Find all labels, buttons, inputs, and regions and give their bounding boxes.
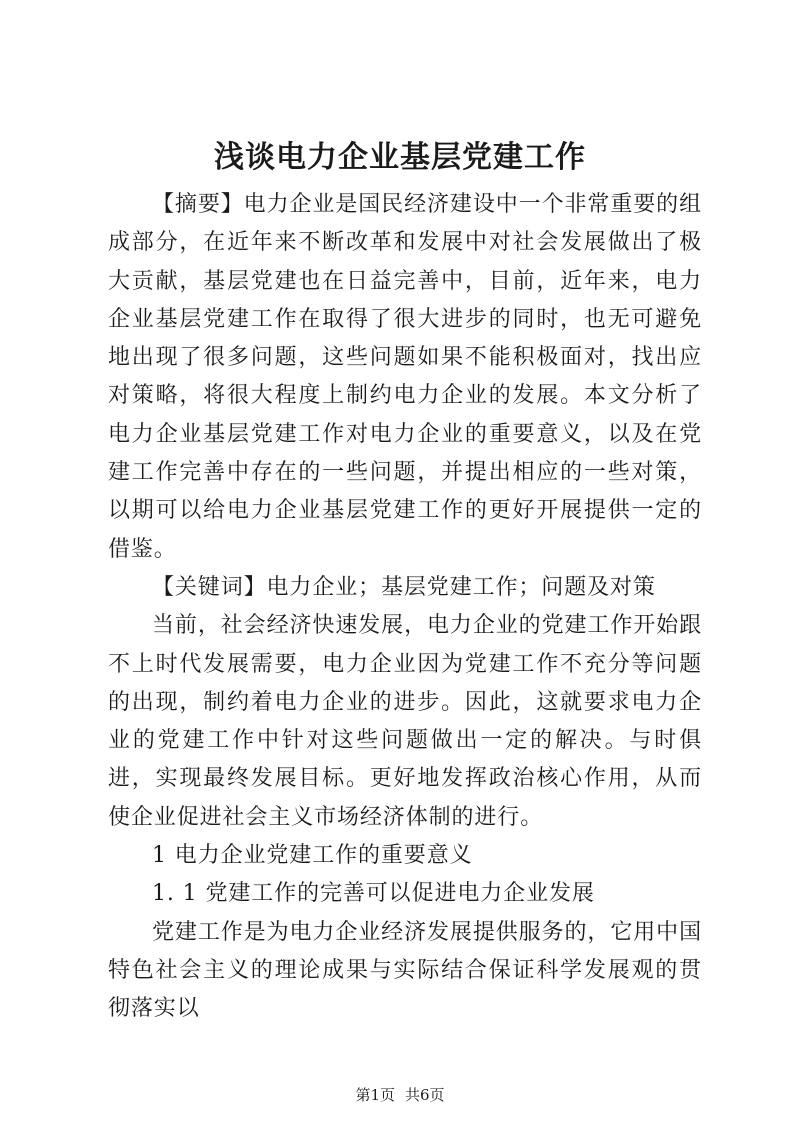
intro-paragraph: 当前，社会经济快速发展，电力企业的党建工作开始跟不上时代发展需要，电力企业因为党建工作不充分等问题的出现，制约着电力企业的进步。因此，这就要求电力企业的党建工作中针对这些问题做出一定的解决。与时俱进，实现最终发展目标。更好地发挥政治核心作用，从而使企业促进社会主义市场经济体制的进行。 bbox=[108, 613, 702, 830]
subsection-heading: 1. 1 党建工作的完善可以促进电力企业发展 bbox=[152, 881, 595, 907]
section-heading: 1 电力企业党建工作的重要意义 bbox=[152, 843, 473, 869]
total-pages: 共6页 bbox=[405, 1086, 445, 1104]
abstract-paragraph: 【摘要】电力企业是国民经济建设中一个非常重要的组成部分，在近年来不断改革和发展中对社会发展做出了极大贡献，基层党建也在日益完善中，目前，近年来，电力企业基层党建工作在取得了很大进步的同时，也无可避免地出现了很多问题，这些问题如果不能积极面对，找出应对策略，将很大程度上制约电力企业的发展。本文分析了电力企业基层党建工作对电力企业的重要意义，以及在党建工作完善中存在的一些问题，并提出相应的一些对策，以期可以给电力企业基层党建工作的更好开展提供一定的借鉴。 bbox=[108, 192, 702, 562]
keywords-paragraph: 【关键词】电力企业；基层党建工作；问题及对策 bbox=[152, 574, 656, 600]
document-body bbox=[108, 186, 702, 1029]
body-paragraph: 党建工作是为电力企业经济发展提供服务的，它用中国特色社会主义的理论成果与实际结合保证科学发展观的贯彻落实以 bbox=[108, 919, 702, 1022]
document-title: 浅谈电力企业基层党建工作 bbox=[214, 140, 586, 175]
page-number: 第1页 bbox=[355, 1086, 395, 1104]
page-footer bbox=[0, 1085, 800, 1105]
